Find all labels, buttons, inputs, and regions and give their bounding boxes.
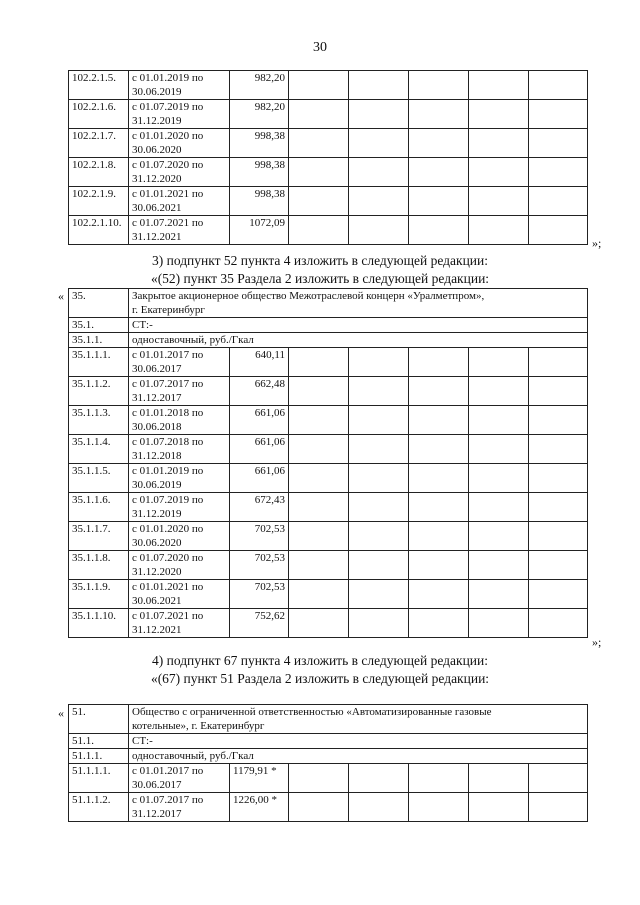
empty-cell — [289, 71, 349, 100]
empty-cell — [469, 464, 529, 493]
table-row — [69, 71, 588, 100]
row-value — [230, 100, 289, 129]
row-period-line: 30.06.2020 — [132, 144, 182, 156]
empty-cell — [469, 71, 529, 100]
row-code-text: 35.1.1.3. — [72, 407, 111, 419]
row-period — [129, 100, 230, 129]
empty-cell — [469, 609, 529, 638]
empty-cell — [469, 216, 529, 245]
tariff-type-code-text: 51.1. — [72, 735, 94, 747]
row-value-text: 661,06 — [254, 436, 285, 448]
empty-cell — [349, 348, 409, 377]
empty-cell — [469, 764, 529, 793]
empty-cell — [409, 764, 469, 793]
row-code — [69, 377, 129, 406]
row-period-line: с 01.01.2019 по — [132, 72, 204, 84]
row-period-line: 30.06.2018 — [132, 421, 182, 433]
row-value-text: 672,43 — [254, 494, 285, 506]
empty-cell — [289, 493, 349, 522]
row-code — [69, 187, 129, 216]
row-code-text: 35.1.1.7. — [72, 523, 111, 535]
row-value — [230, 158, 289, 187]
empty-cell — [529, 609, 588, 638]
empty-cell — [409, 580, 469, 609]
table2-open-mark: « — [58, 289, 64, 303]
empty-cell — [529, 580, 588, 609]
row-period-line: 30.06.2020 — [132, 537, 182, 549]
empty-cell — [529, 348, 588, 377]
empty-cell — [349, 580, 409, 609]
table-row — [69, 187, 588, 216]
row-period-line: 30.06.2017 — [132, 363, 182, 375]
empty-cell — [469, 522, 529, 551]
row-code-text: 102.2.1.5. — [72, 72, 116, 84]
empty-cell — [529, 187, 588, 216]
table-row — [69, 216, 588, 245]
row-value — [230, 551, 289, 580]
row-value-text: 752,62 — [254, 610, 285, 622]
empty-cell — [529, 100, 588, 129]
row-value-text: 982,20 — [254, 101, 285, 113]
row-code — [69, 580, 129, 609]
empty-cell — [469, 580, 529, 609]
row-value — [230, 129, 289, 158]
empty-cell — [469, 793, 529, 822]
row-code-text: 102.2.1.7. — [72, 130, 116, 142]
empty-cell — [349, 522, 409, 551]
table3-open-mark: « — [58, 706, 64, 720]
org-header-row — [69, 705, 588, 734]
row-value — [230, 216, 289, 245]
tariff-unit-row — [69, 749, 588, 764]
tariff-type-code — [69, 734, 129, 749]
row-period-line: с 01.07.2021 по — [132, 610, 204, 622]
empty-cell — [289, 464, 349, 493]
org-code-text: 51. — [72, 706, 86, 718]
row-value — [230, 71, 289, 100]
table-row — [69, 406, 588, 435]
empty-cell — [409, 377, 469, 406]
row-period-line: с 01.01.2020 по — [132, 130, 204, 142]
empty-cell — [349, 158, 409, 187]
empty-cell — [409, 406, 469, 435]
empty-cell — [349, 464, 409, 493]
row-value — [230, 764, 289, 793]
tariff-unit-text-text: одноставочный, руб./Гкал — [132, 750, 254, 762]
empty-cell — [349, 377, 409, 406]
row-period — [129, 435, 230, 464]
row-value-text: 702,53 — [254, 523, 285, 535]
empty-cell — [289, 100, 349, 129]
row-period-line: 31.12.2021 — [132, 624, 182, 636]
row-period-line: с 01.01.2021 по — [132, 188, 204, 200]
row-code-text: 35.1.1.6. — [72, 494, 111, 506]
row-value — [230, 464, 289, 493]
empty-cell — [529, 493, 588, 522]
row-code-text: 102.2.1.9. — [72, 188, 116, 200]
empty-cell — [349, 793, 409, 822]
row-value-text: 661,06 — [254, 465, 285, 477]
tariff-type-text — [129, 318, 588, 333]
tariff-type-text-text: СТ:- — [132, 319, 153, 331]
row-period-line: 31.12.2019 — [132, 115, 182, 127]
row-value-text: 640,11 — [255, 349, 285, 361]
row-code — [69, 522, 129, 551]
org-name-line: г. Екатеринбург — [132, 304, 205, 316]
row-period-line: 30.06.2019 — [132, 479, 182, 491]
empty-cell — [469, 435, 529, 464]
row-value — [230, 493, 289, 522]
empty-cell — [289, 522, 349, 551]
empty-cell — [409, 71, 469, 100]
empty-cell — [289, 551, 349, 580]
row-period — [129, 129, 230, 158]
row-code-text: 35.1.1.2. — [72, 378, 111, 390]
empty-cell — [289, 187, 349, 216]
table-row — [69, 158, 588, 187]
row-value-text: 702,53 — [254, 552, 285, 564]
row-period — [129, 348, 230, 377]
row-period-line: с 01.01.2020 по — [132, 523, 204, 535]
row-code — [69, 71, 129, 100]
row-period — [129, 580, 230, 609]
empty-cell — [289, 158, 349, 187]
row-period-line: 30.06.2019 — [132, 86, 182, 98]
empty-cell — [529, 158, 588, 187]
row-value — [230, 406, 289, 435]
row-code — [69, 406, 129, 435]
empty-cell — [469, 187, 529, 216]
empty-cell — [469, 348, 529, 377]
org-name-line: котельные», г. Екатеринбург — [132, 720, 265, 732]
empty-cell — [529, 551, 588, 580]
instruction-paragraph-3: 3) подпункт 52 пункта 4 изложить в следующей редакции: — [151, 253, 489, 268]
row-value-text: 998,38 — [254, 130, 285, 142]
row-code — [69, 435, 129, 464]
table-row — [69, 493, 588, 522]
row-code — [69, 764, 129, 793]
org-name-line: Закрытое акционерное общество Межотраслевой концерн «Уралметпром», — [132, 290, 485, 302]
empty-cell — [469, 158, 529, 187]
empty-cell — [529, 129, 588, 158]
row-period-line: с 01.07.2020 по — [132, 552, 204, 564]
row-code-text: 51.1.1.2. — [72, 794, 111, 806]
empty-cell — [409, 522, 469, 551]
row-code — [69, 348, 129, 377]
empty-cell — [469, 551, 529, 580]
empty-cell — [349, 100, 409, 129]
empty-cell — [289, 580, 349, 609]
row-period-line: 31.12.2021 — [132, 231, 182, 243]
row-value-text: 998,38 — [254, 188, 285, 200]
empty-cell — [529, 464, 588, 493]
row-value-text: 982,20 — [254, 72, 285, 84]
row-value-text: 702,53 — [254, 581, 285, 593]
row-code-text: 102.2.1.6. — [72, 101, 116, 113]
row-period-line: с 01.01.2017 по — [132, 349, 204, 361]
tariff-type-text — [129, 734, 588, 749]
row-code-text: 35.1.1.10. — [72, 610, 116, 622]
empty-cell — [349, 764, 409, 793]
row-period-line: 31.12.2019 — [132, 508, 182, 520]
row-value-text: 1179,91 * — [233, 765, 277, 777]
row-value-text: 661,06 — [254, 407, 285, 419]
tariff-unit-text — [129, 749, 588, 764]
row-period — [129, 793, 230, 822]
row-period — [129, 216, 230, 245]
row-code — [69, 793, 129, 822]
table1-end-mark: »; — [592, 236, 602, 250]
empty-cell — [409, 158, 469, 187]
row-code — [69, 100, 129, 129]
row-period-line: с 01.07.2020 по — [132, 159, 204, 171]
org-code — [69, 289, 129, 318]
row-period — [129, 493, 230, 522]
row-value-text: 1226,00 * — [233, 794, 277, 806]
tariff-type-row — [69, 734, 588, 749]
table-row — [69, 100, 588, 129]
tariff-type-code — [69, 318, 129, 333]
empty-cell — [349, 493, 409, 522]
empty-cell — [529, 435, 588, 464]
table-row — [69, 129, 588, 158]
row-period-line: с 01.01.2021 по — [132, 581, 204, 593]
empty-cell — [409, 493, 469, 522]
row-value — [230, 377, 289, 406]
row-period — [129, 464, 230, 493]
empty-cell — [349, 609, 409, 638]
tariff-unit-text — [129, 333, 588, 348]
empty-cell — [289, 764, 349, 793]
empty-cell — [349, 216, 409, 245]
empty-cell — [349, 71, 409, 100]
row-period — [129, 764, 230, 793]
org-code — [69, 705, 129, 734]
table-row — [69, 348, 588, 377]
empty-cell — [349, 551, 409, 580]
empty-cell — [469, 406, 529, 435]
table-row — [69, 580, 588, 609]
row-period — [129, 551, 230, 580]
row-period-line: с 01.07.2019 по — [132, 101, 204, 113]
empty-cell — [289, 793, 349, 822]
table-row — [69, 609, 588, 638]
row-code-text: 102.2.1.10. — [72, 217, 122, 229]
org-header-row — [69, 289, 588, 318]
row-code — [69, 493, 129, 522]
row-code-text: 35.1.1.5. — [72, 465, 111, 477]
tariff-unit-code — [69, 749, 129, 764]
empty-cell — [529, 377, 588, 406]
tariff-unit-code — [69, 333, 129, 348]
empty-cell — [289, 609, 349, 638]
empty-cell — [349, 435, 409, 464]
tariff-type-code-text: 35.1. — [72, 319, 94, 331]
tariff-unit-row — [69, 333, 588, 348]
table2-end-mark: »; — [592, 635, 602, 649]
empty-cell — [349, 129, 409, 158]
row-period — [129, 71, 230, 100]
empty-cell — [469, 493, 529, 522]
empty-cell — [409, 348, 469, 377]
empty-cell — [289, 129, 349, 158]
row-code — [69, 551, 129, 580]
row-period-line: 31.12.2020 — [132, 566, 182, 578]
row-value — [230, 435, 289, 464]
empty-cell — [529, 216, 588, 245]
row-period-line: 31.12.2017 — [132, 808, 182, 820]
table-row — [69, 551, 588, 580]
empty-cell — [289, 216, 349, 245]
row-value-text: 998,38 — [254, 159, 285, 171]
row-period-line: 30.06.2021 — [132, 595, 182, 607]
tariff-type-text-text: СТ:- — [132, 735, 153, 747]
empty-cell — [529, 522, 588, 551]
empty-cell — [469, 129, 529, 158]
row-code-text: 102.2.1.8. — [72, 159, 116, 171]
empty-cell — [289, 377, 349, 406]
instruction-paragraph-4: 4) подпункт 67 пункта 4 изложить в следующей редакции: — [151, 653, 489, 668]
row-value — [230, 348, 289, 377]
empty-cell — [469, 377, 529, 406]
empty-cell — [289, 435, 349, 464]
row-period-line: с 01.07.2017 по — [132, 378, 204, 390]
empty-cell — [529, 406, 588, 435]
row-value — [230, 609, 289, 638]
org-name — [129, 705, 588, 734]
row-period-line: 31.12.2018 — [132, 450, 182, 462]
empty-cell — [409, 216, 469, 245]
empty-cell — [349, 187, 409, 216]
empty-cell — [409, 129, 469, 158]
row-code-text: 35.1.1.8. — [72, 552, 111, 564]
row-value-text: 662,48 — [254, 378, 285, 390]
row-period-line: с 01.01.2017 по — [132, 765, 204, 777]
table-row — [69, 435, 588, 464]
empty-cell — [409, 464, 469, 493]
row-period-line: 30.06.2021 — [132, 202, 182, 214]
empty-cell — [529, 71, 588, 100]
row-period-line: 30.06.2017 — [132, 779, 182, 791]
instruction-paragraph-67: «(67) пункт 51 Раздела 2 изложить в следующей редакции: — [150, 671, 490, 686]
row-period-line: с 01.07.2017 по — [132, 794, 204, 806]
row-code-text: 51.1.1.1. — [72, 765, 111, 777]
row-period-line: с 01.01.2019 по — [132, 465, 204, 477]
row-period — [129, 522, 230, 551]
row-period-line: с 01.07.2019 по — [132, 494, 204, 506]
row-value-text: 1072,09 — [249, 217, 285, 229]
tariff-type-row — [69, 318, 588, 333]
row-period-line: 31.12.2017 — [132, 392, 182, 404]
row-value — [230, 793, 289, 822]
table-row — [69, 377, 588, 406]
row-period — [129, 377, 230, 406]
tariff-table-35 — [68, 288, 588, 638]
row-period-line: 31.12.2020 — [132, 173, 182, 185]
row-period — [129, 158, 230, 187]
table-row — [69, 522, 588, 551]
tariff-unit-code-text: 51.1.1. — [72, 750, 103, 762]
row-value — [230, 187, 289, 216]
row-value — [230, 522, 289, 551]
org-name — [129, 289, 588, 318]
row-period — [129, 609, 230, 638]
empty-cell — [409, 609, 469, 638]
empty-cell — [409, 551, 469, 580]
empty-cell — [409, 793, 469, 822]
row-period-line: с 01.07.2018 по — [132, 436, 204, 448]
row-code — [69, 158, 129, 187]
row-code-text: 35.1.1.9. — [72, 581, 111, 593]
row-period-line: с 01.01.2018 по — [132, 407, 204, 419]
empty-cell — [289, 406, 349, 435]
row-code-text: 35.1.1.1. — [72, 349, 111, 361]
instruction-paragraph-52: «(52) пункт 35 Раздела 2 изложить в следующей редакции: — [150, 271, 490, 286]
table-row — [69, 464, 588, 493]
row-code — [69, 129, 129, 158]
table-row — [69, 764, 588, 793]
tariff-unit-text-text: одноставочный, руб./Гкал — [132, 334, 254, 346]
empty-cell — [349, 406, 409, 435]
empty-cell — [409, 100, 469, 129]
row-period — [129, 187, 230, 216]
row-period-line: с 01.07.2021 по — [132, 217, 204, 229]
tariff-table-102 — [68, 70, 588, 245]
row-code — [69, 609, 129, 638]
empty-cell — [409, 187, 469, 216]
empty-cell — [469, 100, 529, 129]
page-number: 30 — [313, 40, 327, 55]
empty-cell — [289, 348, 349, 377]
empty-cell — [529, 793, 588, 822]
empty-cell — [409, 435, 469, 464]
row-code — [69, 464, 129, 493]
org-code-text: 35. — [72, 290, 86, 302]
table-row — [69, 793, 588, 822]
row-code-text: 35.1.1.4. — [72, 436, 111, 448]
row-value — [230, 580, 289, 609]
org-name-line: Общество с ограниченной ответственностью «Автоматизированные газовые — [132, 706, 492, 718]
tariff-unit-code-text: 35.1.1. — [72, 334, 103, 346]
tariff-table-51 — [68, 704, 588, 822]
empty-cell — [529, 764, 588, 793]
row-code — [69, 216, 129, 245]
row-period — [129, 406, 230, 435]
